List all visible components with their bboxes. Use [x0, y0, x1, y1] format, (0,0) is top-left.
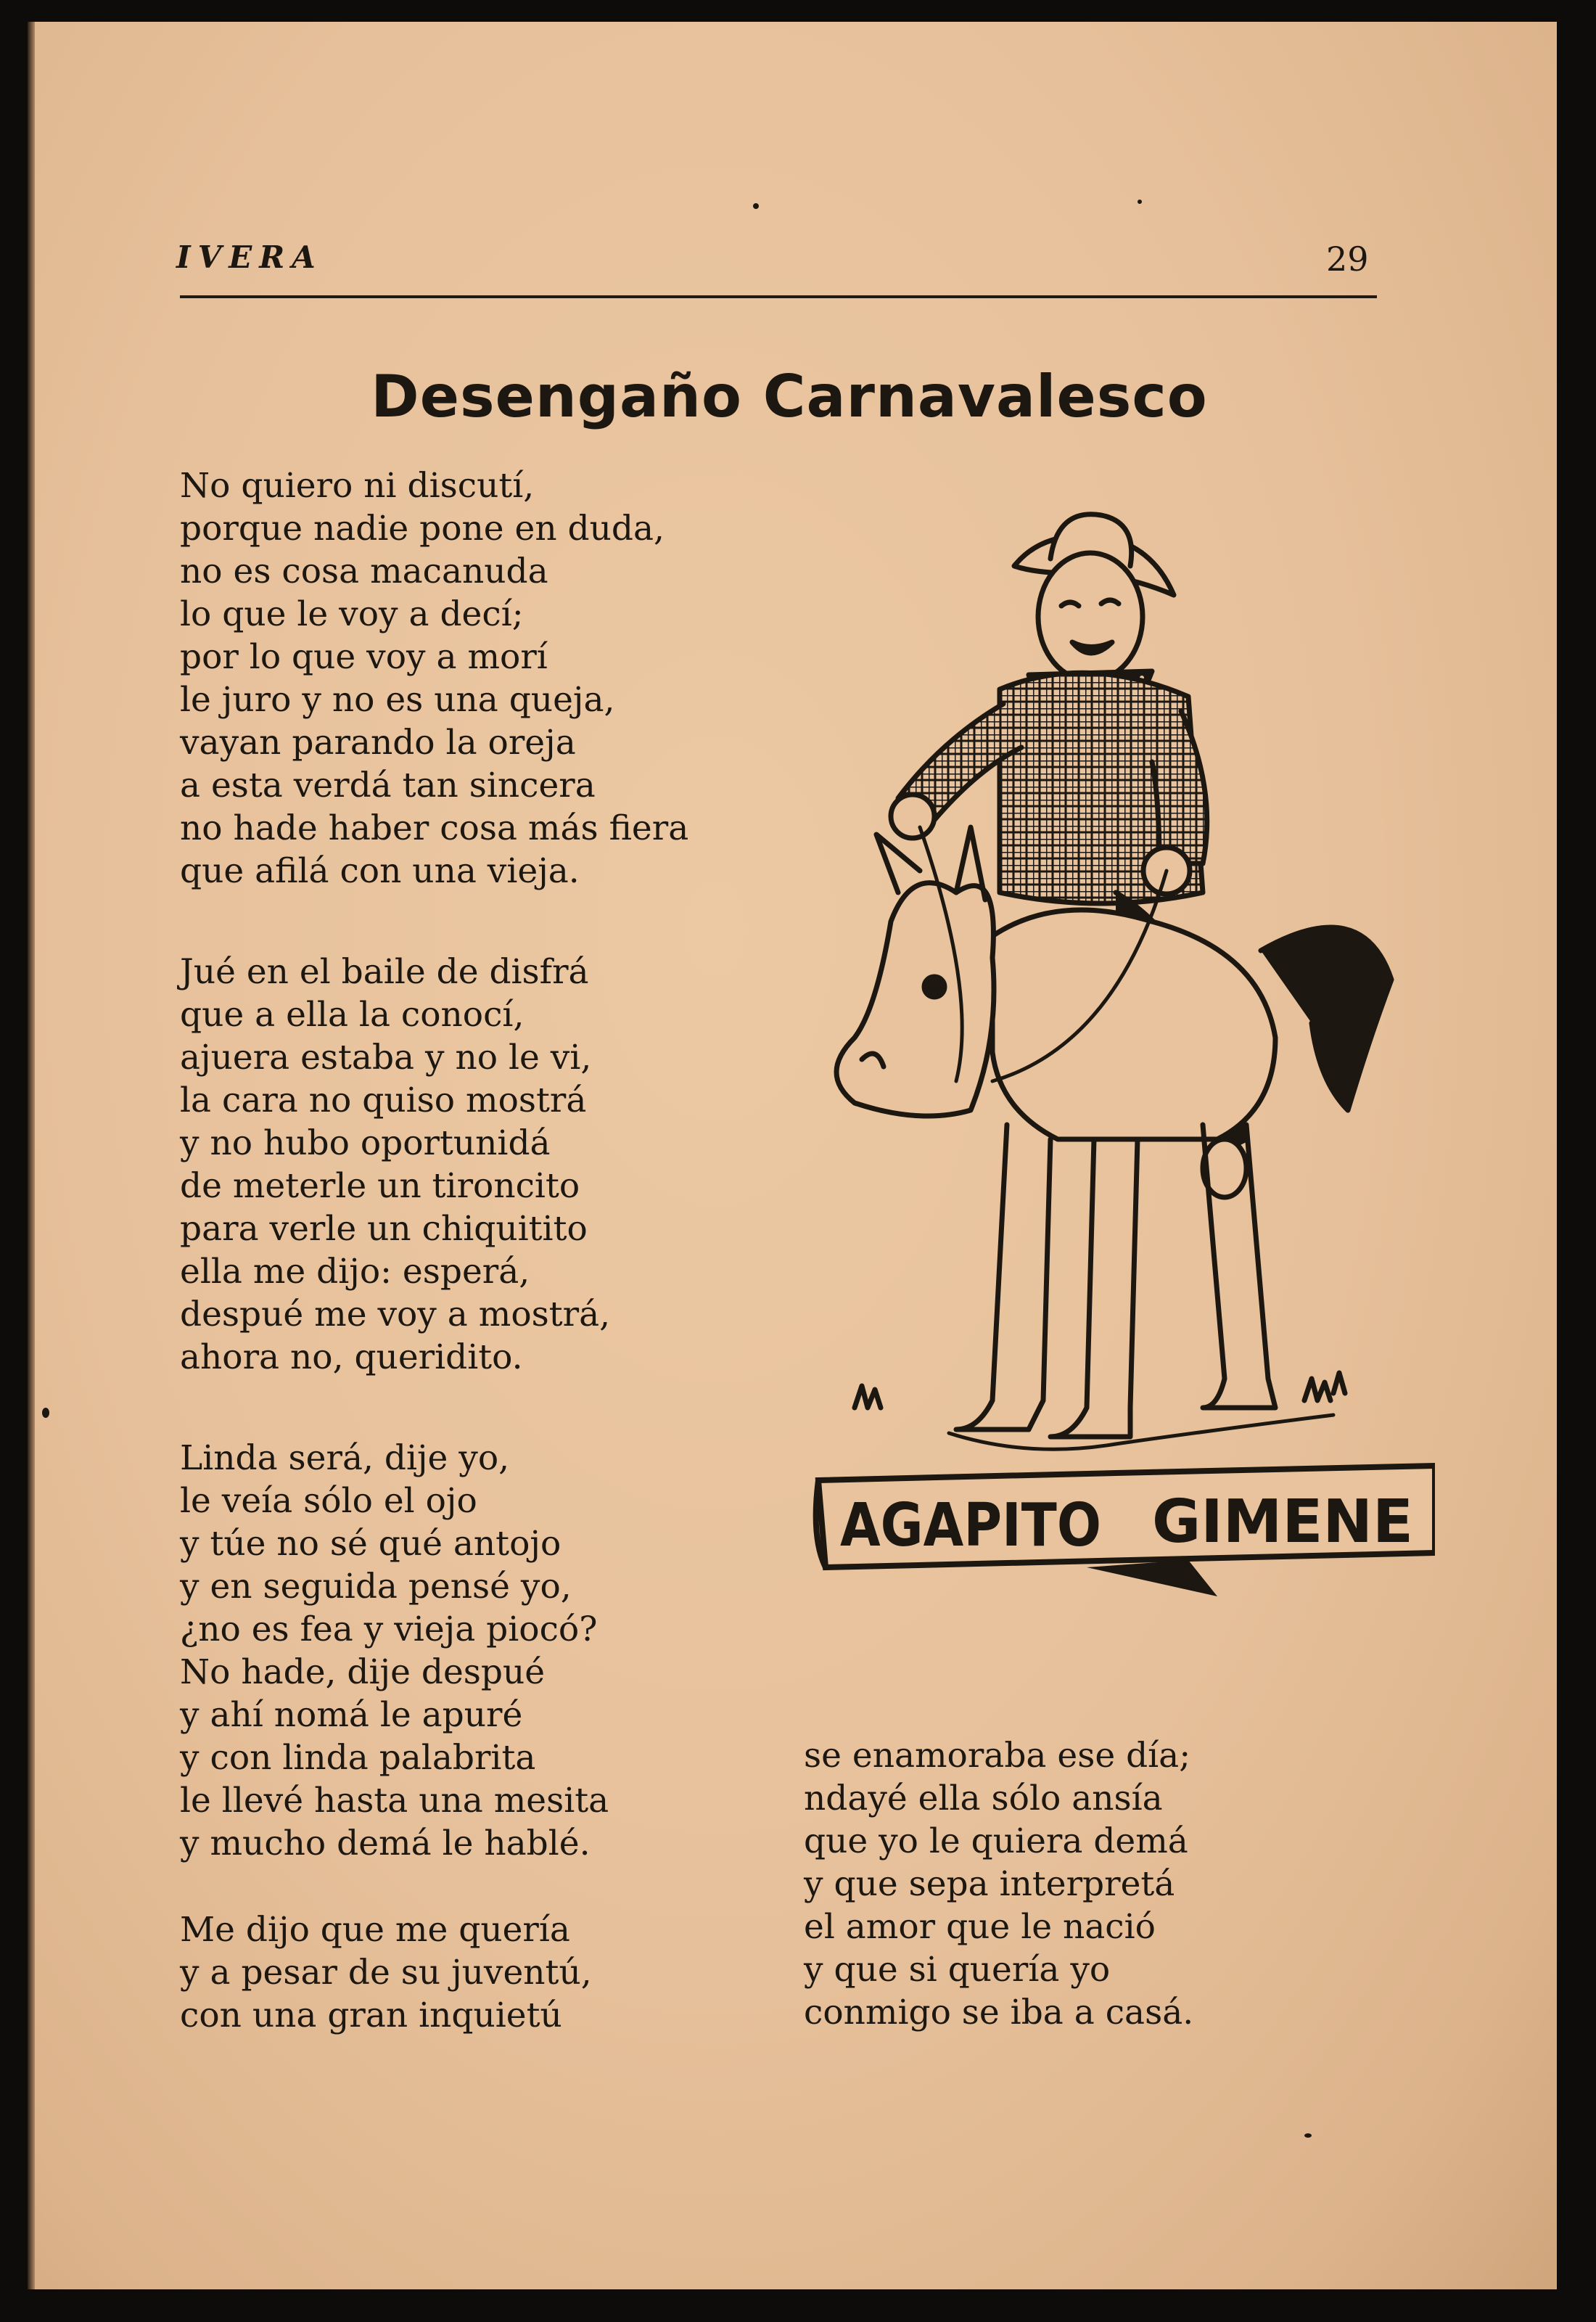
running-header: IVERA: [176, 239, 323, 275]
verse-line: el amor que le nació: [804, 1907, 1156, 1947]
verse-line: y mucho demá le hablé.: [180, 1823, 591, 1863]
ink-speck: [1304, 2133, 1312, 2138]
verse-line: con una gran inquietú: [180, 1995, 562, 2035]
horse-head: [836, 883, 994, 1116]
verse-line: ndayé ella sólo ansía: [804, 1779, 1163, 1818]
verse-line: y que sepa interpretá: [804, 1864, 1175, 1904]
verse-line: y que si quería yo: [804, 1950, 1111, 1990]
horse-leg: [1050, 1139, 1138, 1437]
verse-line: y ahí nomá le apuré: [180, 1695, 523, 1735]
verse-line: ajuera estaba y no le vi,: [180, 1038, 592, 1078]
horse-leg: [956, 1125, 1050, 1429]
verse-line: porque nadie pone en duda,: [180, 509, 665, 549]
header-rule: [180, 295, 1377, 298]
verse-line: lo que le voy a decí;: [180, 594, 524, 634]
banner-name-right: GIMENE: [1152, 1488, 1413, 1556]
verse-line: Me dijo que me quería: [180, 1910, 570, 1950]
verse-line: No hade, dije despué: [180, 1652, 546, 1692]
ink-speck: [1138, 200, 1142, 204]
stanza-4: [180, 1908, 804, 2037]
banner-name-left: AGAPITO: [840, 1491, 1101, 1560]
page-gutter-shadow: [28, 22, 35, 2289]
verse-line: y túe no sé qué antojo: [180, 1524, 562, 1564]
verse-line: para verle un chiquitito: [180, 1209, 588, 1249]
verse-line: le veía sólo el ojo: [180, 1481, 477, 1521]
verse-line: Linda será, dije yo,: [180, 1438, 510, 1478]
name-banner: [816, 1466, 1435, 1596]
verse-line: se enamoraba ese día;: [804, 1736, 1191, 1776]
ink-speck: [753, 203, 759, 209]
verse-line: la cara no quiso mostrá: [180, 1080, 587, 1120]
verse-line: por lo que voy a morí: [180, 637, 548, 677]
verse-line: de meterle un tironcito: [180, 1166, 580, 1206]
horse-tail: [1261, 927, 1391, 1110]
verse-line: y en seguida pensé yo,: [180, 1567, 572, 1607]
verse-line: vayan parando la oreja: [180, 723, 576, 763]
verse-line: le llevé hasta una mesita: [180, 1781, 609, 1821]
stanza-5-right-column: [804, 1734, 1428, 2034]
verse-line: conmigo se iba a casá.: [804, 1993, 1194, 2032]
ink-speck: [42, 1408, 49, 1418]
gaucho-on-horse-illustration: [811, 486, 1435, 1647]
verse-line: le juro y no es una queja,: [180, 680, 615, 720]
verse-line: y con linda palabrita: [180, 1738, 536, 1778]
verse-line: a esta verdá tan sincera: [180, 766, 596, 805]
verse-line: y a pesar de su juventú,: [180, 1953, 592, 1993]
verse-line: que afilá con una vieja.: [180, 851, 580, 891]
verse-line: no hade haber cosa más fiera: [180, 808, 689, 848]
verse-line: ella me dijo: esperá,: [180, 1252, 530, 1292]
book-page: [28, 22, 1557, 2289]
verse-line: No quiero ni discutí,: [180, 466, 535, 506]
horse-body: [992, 910, 1275, 1139]
verse-line: despué me voy a mostrá,: [180, 1295, 611, 1334]
page-number: 29: [1326, 239, 1369, 279]
verse-line: y no hubo oportunidá: [180, 1123, 551, 1163]
verse-line: que a ella la conocí,: [180, 995, 525, 1035]
stanza-1: [180, 464, 804, 893]
verse-line: ¿no es fea y vieja piocó?: [180, 1609, 598, 1649]
head: [1038, 553, 1143, 681]
stanza-2: [180, 951, 804, 1379]
stanza-3: [180, 1437, 804, 1865]
verse-line: no es cosa macanuda: [180, 551, 548, 591]
verse-line: ahora no, queridito.: [180, 1337, 523, 1377]
verse-line: Jué en el baile de disfrá: [180, 952, 589, 992]
verse-line: que yo le quiera demá: [804, 1821, 1188, 1861]
poem-title: Desengaño Carnavalesco: [371, 363, 1208, 430]
